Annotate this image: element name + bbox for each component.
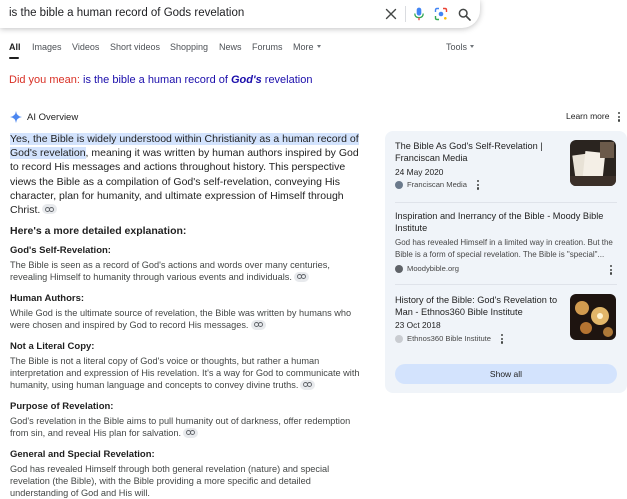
source-card-site[interactable] — [395, 264, 459, 273]
close-icon[interactable] — [382, 5, 400, 23]
section-text: The Bible is seen as a record of God's actions and words over many centuries, revealing Himself to humanity through various events and individuals. — [10, 260, 330, 283]
section-title: Human Authors: — [10, 293, 85, 304]
section-title: God's Self-Revelation: — [10, 245, 111, 256]
section-body — [10, 415, 365, 439]
section-general-special — [10, 449, 365, 499]
card-divider — [395, 202, 617, 203]
ai-overview-answer — [10, 132, 365, 217]
tab-short-videos[interactable]: Short videos — [110, 42, 161, 52]
search-bar[interactable] — [0, 0, 480, 28]
ai-overview-title: AI Overview — [27, 111, 79, 123]
link-icon[interactable] — [183, 428, 198, 438]
tab-more-label: More — [293, 42, 314, 52]
show-all-button[interactable]: Show all — [395, 364, 617, 384]
sources-panel — [385, 131, 627, 393]
link-icon[interactable] — [294, 272, 309, 282]
section-title: General and Special Revelation: — [10, 449, 155, 460]
did-you-mean-post: revelation — [264, 74, 313, 86]
more-options-icon[interactable] — [500, 334, 504, 344]
section-purpose — [10, 401, 365, 439]
source-card-date: 24 May 2020 — [395, 167, 444, 177]
source-thumbnail[interactable] — [570, 294, 616, 340]
search-input[interactable]: is the bible a human record of Gods revelation — [9, 7, 245, 19]
source-card-date: 23 Oct 2018 — [395, 320, 441, 330]
search-icon[interactable] — [455, 5, 473, 23]
source-thumbnail[interactable] — [570, 140, 616, 186]
chevron-down-icon — [317, 45, 321, 48]
tab-news[interactable]: News — [219, 42, 242, 52]
tab-images[interactable]: Images — [32, 42, 62, 52]
did-you-mean-pre: is the bible a human record of — [83, 74, 228, 86]
did-you-mean-link[interactable] — [83, 74, 312, 86]
search-divider — [405, 6, 406, 22]
ai-overview-header — [10, 110, 78, 124]
section-not-literal-copy — [10, 341, 365, 392]
source-card-title[interactable]: Inspiration and Inerrancy of the Bible - Moody Bible Institute — [395, 211, 604, 233]
franciscan-media-favicon-icon — [395, 181, 403, 189]
section-text: The Bible is not a literal copy of God's voice or thoughts, but rather a human interpretation and expression of His revelation. It's a way for God to communicate with humanity, using human language and concepts to convey divine truths. — [10, 356, 360, 391]
tab-videos[interactable]: Videos — [72, 42, 100, 52]
search-tabs — [0, 40, 627, 60]
sparkle-icon — [10, 111, 22, 123]
section-title: Purpose of Revelation: — [10, 401, 114, 412]
source-card-description: God has revealed Himself in a limited way in creation. But the Bible is a form of special revelation. The Bible is "special"... — [395, 238, 613, 259]
source-card-site-name: Ethnos360 Bible Institute — [407, 334, 492, 344]
section-text: God has revealed Himself through both general revelation (nature) and special revelation (the Bible), with the Bible providing a more specific and detailed understanding of God and His will. — [10, 464, 330, 499]
section-body — [10, 307, 365, 331]
microphone-icon[interactable] — [410, 5, 428, 23]
lead-rest: , meaning it was written by human authors inspired by God to record His messages and actions throughout history. This perspective views the Bible as a compilation of God's self-revelation, conveying His character, plan for humanity, and ultimate expression of Himself through Christ. — [10, 147, 359, 217]
ethnos360-favicon-icon — [395, 335, 403, 343]
active-tab-indicator — [9, 57, 19, 59]
section-body — [10, 259, 365, 283]
tools-label: Tools — [446, 42, 468, 52]
tab-shopping[interactable]: Shopping — [170, 42, 209, 52]
more-options-icon[interactable] — [609, 265, 613, 275]
section-human-authors — [10, 293, 365, 331]
link-icon[interactable] — [300, 380, 315, 390]
source-card-site[interactable] — [395, 334, 504, 344]
explanation-heading: Here's a more detailed explanation: — [10, 225, 187, 237]
source-card-site-name: Franciscan Media — [407, 180, 467, 190]
tab-more[interactable] — [293, 42, 321, 52]
section-body — [10, 463, 365, 499]
link-icon[interactable] — [42, 204, 57, 214]
tools-button[interactable] — [446, 42, 474, 52]
link-icon[interactable] — [251, 320, 266, 330]
lead-highlight-2: God's revelation — [10, 147, 86, 160]
card-divider — [395, 284, 617, 285]
more-options-icon[interactable] — [617, 112, 621, 122]
section-title: Not a Literal Copy: — [10, 341, 95, 352]
camera-lens-icon[interactable] — [432, 5, 450, 23]
source-card-title[interactable]: The Bible As God's Self-Revelation | Franciscan Media — [395, 141, 543, 163]
tab-all[interactable]: All — [9, 42, 21, 52]
did-you-mean-label: Did you mean: — [9, 74, 80, 86]
section-text: While God is the ultimate source of revelation, the Bible was written by humans who were chosen and inspired by God to record His messages. — [10, 308, 352, 331]
learn-more-link[interactable]: Learn more — [566, 111, 610, 121]
section-text: God's revelation in the Bible aims to pull humanity out of darkness, offer redemption from sin, and reveal His plan for salvation. — [10, 416, 351, 439]
moody-bible-favicon-icon — [395, 265, 403, 273]
section-self-revelation — [10, 245, 365, 283]
did-you-mean — [9, 74, 312, 86]
did-you-mean-bold: God's — [230, 74, 262, 86]
more-options-icon[interactable] — [476, 180, 480, 190]
lead-highlight-1: Yes, the Bible is widely understood within Christianity as a human record of — [10, 133, 359, 145]
lead-paragraph — [10, 132, 365, 217]
section-body — [10, 355, 365, 392]
source-card-site[interactable] — [395, 180, 480, 190]
tab-forums[interactable]: Forums — [252, 42, 283, 52]
chevron-down-icon — [470, 45, 474, 48]
source-card-title[interactable]: History of the Bible: God's Revelation to Man - Ethnos360 Bible Institute — [395, 295, 558, 317]
source-card-site-name: Moodybible.org — [407, 264, 459, 273]
